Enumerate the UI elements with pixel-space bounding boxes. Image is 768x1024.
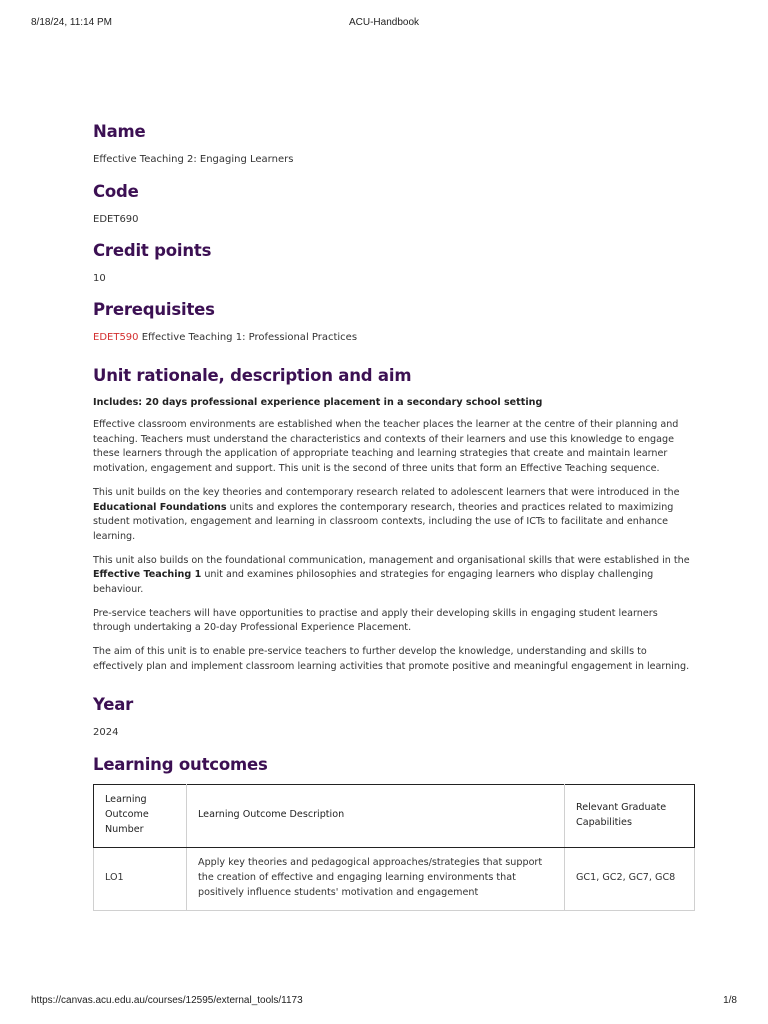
rationale-paragraph-1: Effective classroom environments are established when the teacher places the learner at the centre of their planning and teaching. Teachers must understand the characteristics and contexts of their learners and use this knowledge to engage these learners through the application of appropriate teaching and learning strategies that create and maintain learner motivation, engagement and support. This unit is the second of three units that form an Effective Teaching sequence.: [93, 419, 679, 475]
rationale-p3-text-b: unit and examines philosophies and strategies for engaging learners who display challenging behaviour.: [93, 569, 654, 596]
page-number: 1/8: [723, 995, 737, 1006]
unit-content: [93, 122, 695, 911]
column-header-number-text: Learning Outcome Number: [105, 794, 149, 835]
rationale-heading: Unit rationale, description and aim: [93, 366, 412, 385]
rationale-p3-bold: Effective Teaching 1: [93, 569, 202, 581]
print-datetime: 8/18/24, 11:14 PM: [31, 17, 112, 28]
prerequisite-item: [93, 330, 695, 345]
rationale-p3-text-a: This unit also builds on the foundational communication, management and organisational skills that were established in the: [93, 554, 690, 566]
print-title: ACU-Handbook: [348, 17, 420, 28]
code-heading: Code: [93, 182, 139, 201]
prerequisite-title: Effective Teaching 1: Professional Practices: [141, 332, 358, 343]
name-heading: Name: [93, 122, 146, 141]
lo-capabilities-cell: GC1, GC2, GC7, GC8: [565, 847, 695, 910]
section-year: [93, 695, 695, 740]
section-learning-outcomes: [93, 755, 695, 911]
prerequisite-code-link[interactable]: EDET590: [93, 332, 139, 343]
learning-outcomes-heading: Learning outcomes: [93, 754, 268, 774]
column-header-capabilities: [565, 784, 695, 847]
learning-outcomes-table: [93, 784, 695, 911]
rationale-p2-text-b: units and explores the contemporary research, theories and practices related to maximizing student motivation, engagement and learning in classroom contexts, including the use of ICTs to facilitate and enhance learning.: [93, 501, 674, 542]
column-header-description: Learning Outcome Description: [187, 784, 565, 847]
placement-includes: Includes: 20 days professional experience placement in a secondary school setting: [93, 397, 543, 408]
section-credit-points: [93, 241, 695, 286]
rationale-paragraph-4: Pre-service teachers will have opportunities to practise and apply their developing skills in engaging student learners through undertaking a 20-day Professional Experience Placement.: [93, 607, 658, 634]
column-header-capabilities-text: Relevant Graduate Capabilities: [576, 801, 667, 828]
print-footer: [31, 995, 737, 1009]
lo-number-cell: LO1: [94, 847, 187, 910]
column-header-number: [94, 784, 187, 847]
table-header-row: [94, 784, 695, 847]
page-url: https://canvas.acu.edu.au/courses/12595/external_tools/1173: [31, 995, 303, 1006]
section-rationale: [93, 366, 695, 675]
rationale-p2-text-a: This unit builds on the key theories and contemporary research related to adolescent learners that were introduced in the: [93, 486, 680, 498]
credit-points-value: 10: [93, 273, 106, 284]
year-heading: Year: [93, 694, 134, 714]
unit-code-value: EDET690: [93, 214, 139, 225]
lo-description-cell: Apply key theories and pedagogical approaches/strategies that support the creation of effective and engaging learning environments that positively influence students' motivation and engagement: [187, 847, 565, 910]
credit-points-heading: Credit points: [93, 241, 212, 260]
year-value: 2024: [93, 726, 119, 738]
rationale-paragraph-5: The aim of this unit is to enable pre-service teachers to further develop the knowledge, understanding and skills to effectively plan and implement classroom learning activities that promote positive and meaningful engagement in learning.: [93, 646, 690, 672]
section-prerequisites: [93, 300, 695, 345]
table-row: [94, 847, 695, 910]
prerequisites-heading: Prerequisites: [93, 300, 215, 319]
rationale-p2-bold: Educational Foundations: [93, 501, 227, 513]
print-header: [31, 17, 737, 31]
rationale-paragraph-3: [93, 554, 695, 598]
section-name: [93, 122, 695, 167]
section-code: [93, 182, 695, 227]
unit-name-value: Effective Teaching 2: Engaging Learners: [93, 154, 294, 165]
rationale-paragraph-2: [93, 486, 695, 545]
